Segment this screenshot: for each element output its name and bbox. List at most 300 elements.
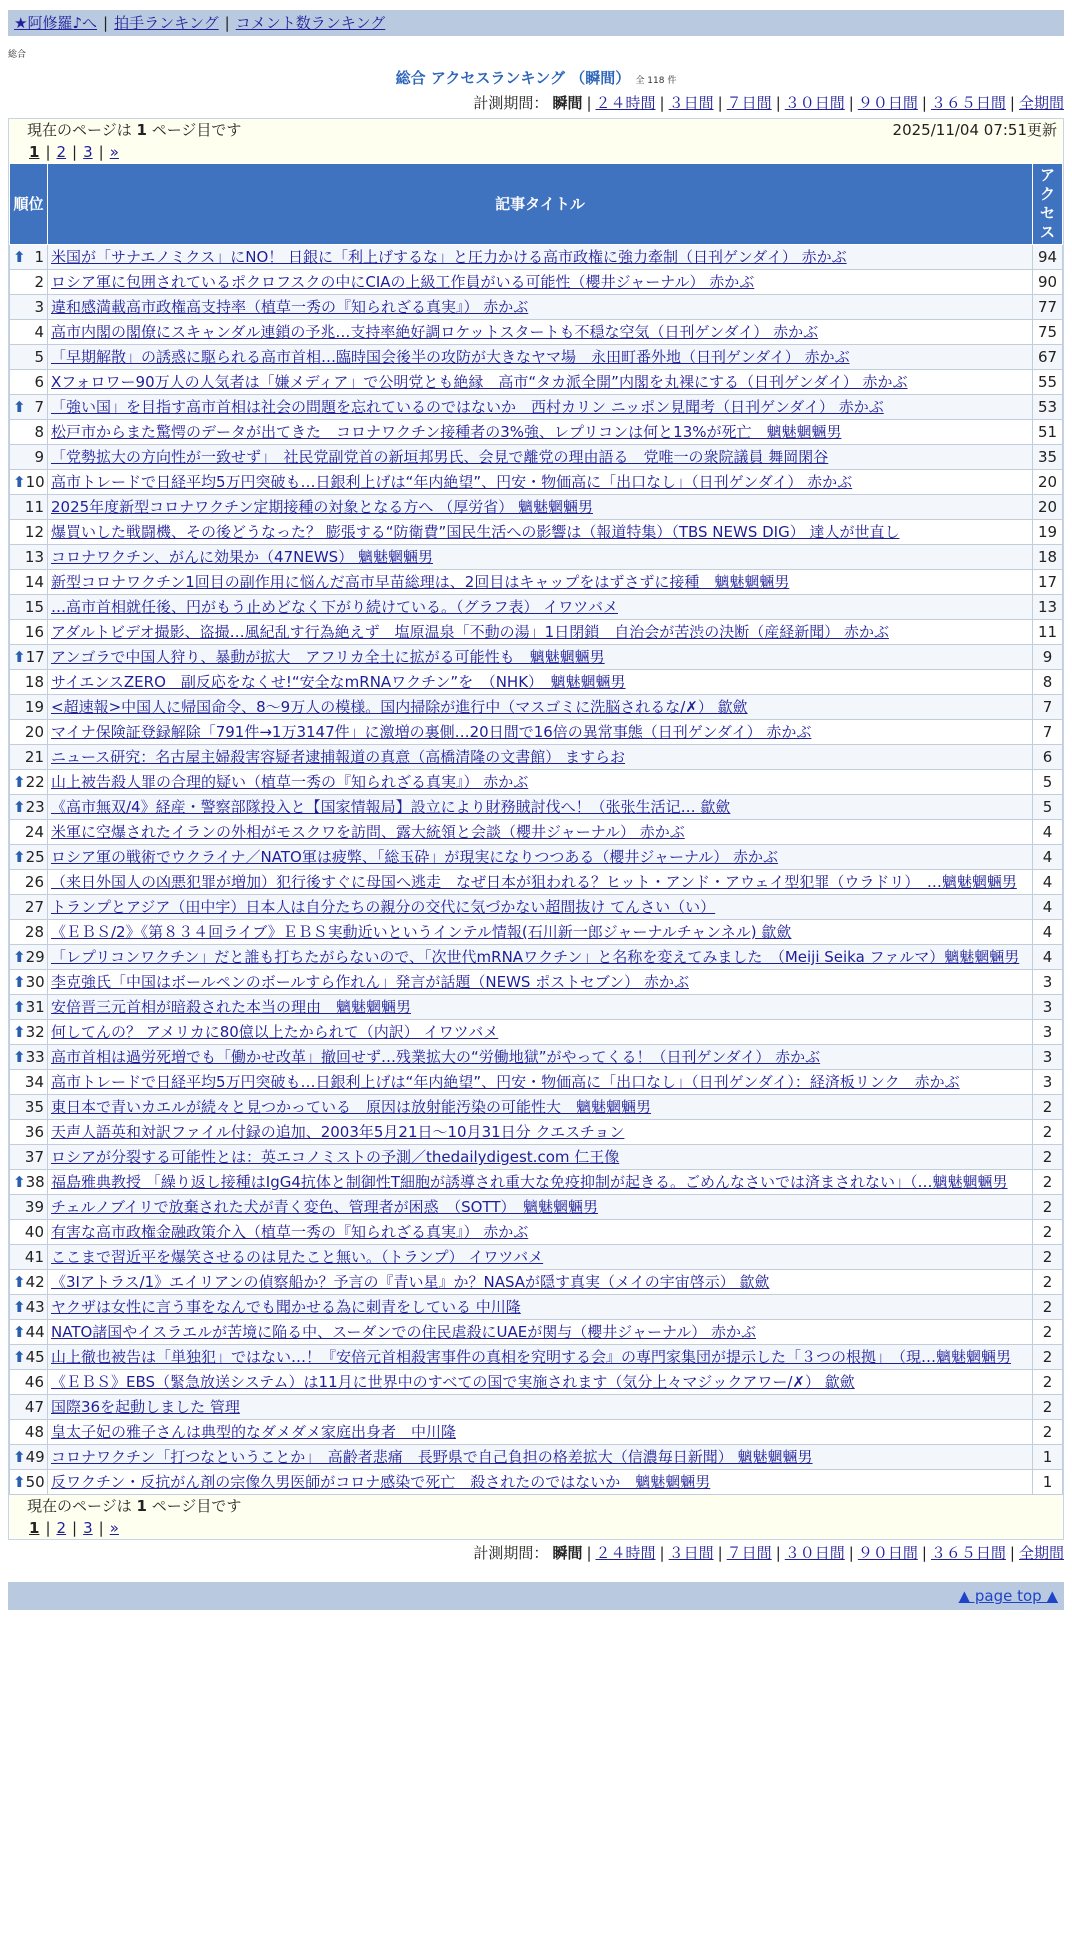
pager-page-link[interactable]: 2 [56,1519,67,1537]
article-title-link[interactable]: 高市トレードで日経平均5万円突破も…日銀利上げは“年内絶望”、円安・物価高に「出口なし」（日刊ゲンダイ）：経済板リンク 赤かぶ [51,1073,960,1091]
article-title-link[interactable]: 米軍に空爆されたイランの外相がモスクワを訪問、露大統領と会談（櫻井ジャーナル） 赤かぶ [51,823,685,841]
access-count: 2 [1033,1395,1063,1420]
article-title-link[interactable]: アンゴラで中国人狩り、暴動が拡大 アフリカ全土に拡がる可能性も 魑魅魍魎男 [51,648,605,666]
nav-separator: | [224,14,230,32]
period-selector-top [8,92,1064,114]
title-cell [48,345,1033,370]
access-count: 2 [1033,1370,1063,1395]
period-separator: | [1009,1544,1015,1562]
period-separator: | [775,94,781,112]
title-cell [48,1345,1033,1370]
article-title-link[interactable]: 国際36を起動しました 管理 [51,1398,240,1416]
table-header-row [10,164,1063,245]
pager-next-link[interactable]: » [109,1519,119,1537]
access-count: 4 [1033,945,1063,970]
info-row [9,119,1063,141]
access-count: 17 [1033,570,1063,595]
access-count: 11 [1033,620,1063,645]
rank-cell [10,345,48,370]
table-row [10,745,1063,770]
rank-cell [10,395,48,420]
title-cell [48,920,1033,945]
current-page-info-bottom: 現在のページは 1 ページ目です [27,1497,242,1515]
article-title-link[interactable]: 天声人語英和対訳ファイル付録の追加、2003年5月21日～10月31日分 クエスチョン [51,1123,625,1141]
article-title-link[interactable]: 「早期解散」の誘惑に駆られる高市首相…臨時国会後半の攻防が大きなヤマ場 永田町番外地（日刊ゲンダイ） 赤かぶ [51,348,850,366]
article-title-link[interactable]: ニュース研究：名古屋主婦殺害容疑者逮捕報道の真意（高橋清隆の文書館） ますらお [51,748,626,766]
rank-cell [10,370,48,395]
article-title-link[interactable]: ヤクザは女性に言う事をなんでも聞かせる為に刺青をしている 中川隆 [51,1298,521,1316]
article-title-link[interactable]: チェルノブイリで放棄された犬が青く変色、管理者が困惑 （SOTT） 魑魅魍魎男 [51,1198,598,1216]
access-count: 77 [1033,295,1063,320]
period-label: 計測期間： [473,1544,549,1562]
rank-cell [10,770,48,795]
table-row [10,1045,1063,1070]
rank-number: 11 [24,498,44,516]
up-arrow-icon: ⬆ [13,773,26,791]
table-row [10,1445,1063,1470]
rank-cell [10,1470,48,1495]
rank-number: 5 [34,348,44,366]
rank-cell [10,745,48,770]
rank-number: 41 [24,1248,44,1266]
table-row [10,1270,1063,1295]
period-separator: | [1009,94,1015,112]
article-title-link[interactable]: 《高市無双/4》経産・警察部隊投入と【国家情報局】設立により財務賊討伐へ！（张张生活记… 歙歛 [51,798,731,816]
access-count: 6 [1033,745,1063,770]
rank-number: 7 [34,398,44,416]
rank-cell [10,820,48,845]
article-title-link[interactable]: 高市首相は過労死増でも「働かせ改革」撤回せず…残業拡大の“労働地獄”がやってくる！（日刊ゲンダイ） 赤かぶ [51,1048,821,1066]
table-row [10,670,1063,695]
rank-cell [10,1095,48,1120]
access-count: 90 [1033,270,1063,295]
rank-cell [10,695,48,720]
ranking-table-body [10,245,1063,1495]
access-count: 4 [1033,845,1063,870]
title-cell [48,1070,1033,1095]
period-separator: | [586,1544,592,1562]
pager-page-link[interactable]: 3 [83,143,93,161]
rank-cell [10,570,48,595]
article-title-link[interactable]: ここまで習近平を爆笑させるのは見たこと無い。（トランプ） イワツバメ [51,1248,544,1266]
rank-number: 50 [25,1473,45,1491]
rank-cell [10,445,48,470]
title-cell [48,1120,1033,1145]
access-count: 19 [1033,520,1063,545]
period-link[interactable]: ７日間 [726,94,772,112]
rank-cell [10,645,48,670]
article-title-link[interactable]: 高市内閣の閣僚にスキャンダル連鎖の予兆…支持率絶好調ロケットスタートも不穏な空気（日刊ゲンダイ） 赤かぶ [51,323,819,341]
rank-cell [10,595,48,620]
title-cell [48,695,1033,720]
table-row [10,1370,1063,1395]
rank-number: 1 [34,248,44,266]
table-row [10,795,1063,820]
article-title-link[interactable]: 李克強氏「中国はボールペンのボールすら作れん」発言が話題（NEWS ポストセブン） 赤かぶ [51,973,689,991]
title-cell [48,1295,1033,1320]
period-separator: | [586,94,592,112]
up-arrow-icon: ⬆ [13,1023,26,1041]
info-row-bottom [9,1495,1063,1517]
title-cell [48,395,1033,420]
table-row [10,545,1063,570]
title-cell [48,645,1033,670]
article-title-link[interactable]: 松戸市からまた驚愕のデータが出てきた コロナワクチン接種者の3%強、レプリコンは何と13%が死亡 魑魅魍魎男 [51,423,842,441]
article-title-link[interactable]: 米国が「サナエノミクス」にNO！ 日銀に「利上げするな」と圧力かける高市政権に強力牽制（日刊ゲンダイ） 赤かぶ [51,248,847,266]
title-cell [48,270,1033,295]
rank-number: 18 [24,673,44,691]
pager-separator: | [72,143,78,161]
ranking-panel [8,118,1064,1540]
article-title-link[interactable]: 爆買いした戦闘機、その後どうなった？ 膨張する“防衛費”国民生活への影響は（報道特集）（TBS NEWS DIG） 達人が世直し [51,523,900,541]
table-row [10,645,1063,670]
rank-number: 12 [24,523,44,541]
title-cell [48,1220,1033,1245]
article-title-link[interactable]: 反ワクチン・反抗がん剤の宗像久男医師がコロナ感染で死亡 殺されたのではないか 魑魅魍魎男 [51,1473,711,1491]
access-count: 8 [1033,670,1063,695]
table-row [10,1245,1063,1270]
title-cell [48,970,1033,995]
rank-number: 22 [25,773,45,791]
title-cell [48,470,1033,495]
rank-number: 13 [24,548,44,566]
title-cell [48,295,1033,320]
access-count: 4 [1033,920,1063,945]
article-title-link[interactable]: 新型コロナワクチン1回目の副作用に悩んだ高市早苗総理は、2回目はキャップをはずさずに接種 魑魅魍魎男 [51,573,790,591]
article-title-link[interactable]: 「党勢拡大の方向性が一致せず」 社民党副党首の新垣邦男氏、会見で離党の理由語る 党唯一の衆院議員 舞岡閑谷 [51,448,829,466]
access-count: 3 [1033,970,1063,995]
access-count: 67 [1033,345,1063,370]
page-top-link[interactable]: ▲ page top ▲ [958,1587,1058,1605]
period-link[interactable]: ３日間 [668,1544,714,1562]
access-count: 7 [1033,695,1063,720]
rank-number: 16 [24,623,44,641]
article-title-link[interactable]: 《ＥＢＳ》EBS（緊急放送システム）は11月に世界中のすべての国で実施されます（気分上々マジックアワー/✗） 歙歛 [51,1373,855,1391]
rank-number: 39 [24,1198,44,1216]
table-row [10,845,1063,870]
article-title-link[interactable]: 2025年度新型コロナワクチン定期接種の対象となる方へ （厚労省） 魑魅魍魎男 [51,498,593,516]
up-arrow-icon: ⬆ [13,948,26,966]
table-row [10,1295,1063,1320]
title-cell [48,420,1033,445]
rank-number: 48 [24,1423,44,1441]
table-row [10,1095,1063,1120]
period-link[interactable]: ３日間 [668,94,714,112]
rank-cell [10,1245,48,1270]
access-count: 2 [1033,1095,1063,1120]
article-title-link[interactable]: 福島雅典教授 「繰り返し接種はIgG4抗体と制御性T細胞が誘導され重大な免疫抑制が起きる。ごめんなさいでは済まされない」（…魑魅魍魎男 [51,1173,1008,1191]
table-row [10,1320,1063,1345]
table-row [10,420,1063,445]
table-row [10,895,1063,920]
rank-number: 10 [25,473,45,491]
period-links [582,1544,1064,1562]
article-title-link[interactable]: 有害な高市政権金融政策介入（植草一秀の『知られざる真実』） 赤かぶ [51,1223,529,1241]
access-count: 1 [1033,1445,1063,1470]
rank-number: 21 [24,748,44,766]
rank-number: 27 [24,898,44,916]
pager-page-link[interactable]: 2 [56,143,67,161]
access-count: 35 [1033,445,1063,470]
article-title-link[interactable]: 「レプリコンワクチン」だと誰も打ちたがらないので、「次世代mRNAワクチン」と名称を変えてみました （Meiji Seika ファルマ）魑魅魍魎男 [51,948,1020,966]
access-count: 9 [1033,645,1063,670]
rank-number: 26 [24,873,44,891]
access-count: 5 [1033,795,1063,820]
access-count: 5 [1033,770,1063,795]
period-link[interactable]: 全期間 [1018,1544,1064,1562]
access-count: 20 [1033,470,1063,495]
rank-number: 35 [24,1098,44,1116]
article-title-link[interactable]: （来日外国人の凶悪犯罪が増加）犯行後すぐに母国へ逃走 なぜ日本が狙われる？ヒット・アンド・アウェイ型犯罪（ウラドリ） …魑魅魍魎男 [51,873,1017,891]
access-count: 4 [1033,870,1063,895]
title-cell [48,820,1033,845]
access-count: 2 [1033,1295,1063,1320]
rank-number: 42 [25,1273,45,1291]
rank-number: 8 [34,423,44,441]
rank-number: 19 [24,698,44,716]
up-arrow-icon: ⬆ [13,1323,26,1341]
table-row [10,1345,1063,1370]
period-link[interactable]: ３６５日間 [930,1544,1006,1562]
ranking-title: 総合 アクセスランキング （瞬間） [395,69,631,87]
access-count: 4 [1033,895,1063,920]
table-row [10,495,1063,520]
rank-cell [10,795,48,820]
table-row [10,570,1063,595]
title-cell [48,445,1033,470]
pager-separator: | [45,1519,51,1537]
rank-number: 24 [24,823,44,841]
rank-cell [10,320,48,345]
comment-ranking-link[interactable]: コメント数ランキング [235,14,386,32]
title-cell [48,845,1033,870]
rank-number: 43 [25,1298,45,1316]
title-cell [48,545,1033,570]
rank-cell [10,245,48,270]
rank-cell [10,1445,48,1470]
rank-cell [10,1170,48,1195]
table-row [10,1195,1063,1220]
rank-cell [10,1295,48,1320]
up-arrow-icon: ⬆ [13,248,26,266]
top-nav-bar [8,10,1064,36]
article-title-link[interactable]: ロシアが分裂する可能性とは：英エコノミストの予測／thedailydigest.com 仁王像 [51,1148,620,1166]
up-arrow-icon: ⬆ [13,1173,26,1191]
rank-cell [10,520,48,545]
rank-cell [10,1320,48,1345]
period-links [582,94,1064,112]
title-cell [48,1045,1033,1070]
table-row [10,695,1063,720]
article-title-link[interactable]: 《3Iアトラス/1》エイリアンの偵察船か？予言の『青い星』か？NASAが隠す真実（メイの宇宙啓示） 歙歛 [51,1273,770,1291]
article-title-link[interactable]: 東日本で青いカエルが続々と見つかっている 原因は放射能汚染の可能性大 魑魅魍魎男 [51,1098,652,1116]
pager-current-page: 1 [29,143,40,161]
table-row [10,245,1063,270]
rank-cell [10,295,48,320]
article-title-link[interactable]: 《ＥＢＳ/2》《第８３４回ライブ》ＥＢＳ実動近いというインテル情報(石川新一郎ジャーナルチャンネル) 歙歛 [51,923,792,941]
period-link[interactable]: ２４時間 [595,94,656,112]
rank-cell [10,1345,48,1370]
access-count: 13 [1033,595,1063,620]
pager-bottom [9,1517,1063,1539]
rank-number: 38 [25,1173,45,1191]
article-title-link[interactable]: <超速報>中国人に帰国命令、8～9万人の模様。国内掃除が進行中（マスゴミに洗脳されるな/✗） 歙歛 [51,698,748,716]
home-link[interactable]: ★阿修羅♪へ [14,14,98,32]
period-link[interactable]: ９０日間 [857,1544,918,1562]
article-title-link[interactable]: コロナワクチン「打つなということか」 高齢者悲痛 長野県で自己負担の格差拡大（信濃毎日新聞） 魑魅魍魎男 [51,1448,813,1466]
access-count: 3 [1033,1045,1063,1070]
table-row [10,1145,1063,1170]
period-link[interactable]: ９０日間 [857,94,918,112]
period-separator: | [848,94,854,112]
applause-ranking-link[interactable]: 拍手ランキング [114,14,219,32]
table-row [10,945,1063,970]
access-count: 20 [1033,495,1063,520]
rank-cell [10,1020,48,1045]
pager-separator: | [98,1519,104,1537]
article-title-link[interactable]: Xフォロワー90万人の人気者は「嫌メディア」で公明党とも絶縁 高市“タカ派全開”内閣を丸裸にする（日刊ゲンダイ） 赤かぶ [51,373,908,391]
rank-number: 47 [24,1398,44,1416]
table-row [10,920,1063,945]
title-cell [48,1470,1033,1495]
up-arrow-icon: ⬆ [13,798,26,816]
rank-cell [10,1045,48,1070]
access-count: 2 [1033,1245,1063,1270]
table-row [10,270,1063,295]
title-cell [48,945,1033,970]
rank-number: 6 [34,373,44,391]
title-cell [48,770,1033,795]
rank-number: 4 [34,323,44,341]
pager-separator: | [98,143,104,161]
rank-number: 44 [25,1323,45,1341]
up-arrow-icon: ⬆ [13,998,26,1016]
period-separator: | [775,1544,781,1562]
title-cell [48,570,1033,595]
table-row [10,720,1063,745]
rank-number: 30 [25,973,45,991]
article-title-link[interactable]: ロシア軍の戦術でウクライナ／NATO軍は疲弊、「総玉砕」が現実になりつつある（櫻井ジャーナル） 赤かぶ [51,848,779,866]
period-link[interactable]: ３６５日間 [930,94,1006,112]
up-arrow-icon: ⬆ [13,848,26,866]
rank-number: 32 [25,1023,45,1041]
access-count: 4 [1033,820,1063,845]
pager-top [9,141,1063,163]
title-cell [48,795,1033,820]
title-cell [48,1395,1033,1420]
rank-cell [10,495,48,520]
rank-number: 36 [24,1123,44,1141]
title-cell [48,1370,1033,1395]
title-cell [48,1320,1033,1345]
article-title-link[interactable]: 安倍晋三元首相が暗殺された本当の理由 魑魅魍魎男 [51,998,412,1016]
article-title-link[interactable]: トランプとアジア（田中宇）日本人は自分たちの親分の交代に気づかない超間抜け てんさい（い） [51,898,716,916]
up-arrow-icon: ⬆ [13,1048,26,1066]
title-cell [48,870,1033,895]
title-cell [48,370,1033,395]
current-page-info: 現在のページは 1 ページ目です [27,121,242,139]
rank-cell [10,1195,48,1220]
period-link[interactable]: 全期間 [1018,94,1064,112]
article-title-link[interactable]: NATO諸国やイスラエルが苦境に陥る中、スーダンでの住民虐殺にUAEが関与（櫻井ジャーナル） 赤かぶ [51,1323,756,1341]
period-link[interactable]: ３０日間 [784,94,845,112]
access-count: 7 [1033,720,1063,745]
article-title-link[interactable]: 違和感満載高市政権高支持率（植草一秀の『知られざる真実』） 赤かぶ [51,298,529,316]
access-count: 3 [1033,995,1063,1020]
pager-current-page: 1 [29,1519,40,1537]
article-title-link[interactable]: コロナワクチン、がんに効果か（47NEWS） 魑魅魍魎男 [51,548,433,566]
table-row [10,970,1063,995]
period-link[interactable]: ２４時間 [595,1544,656,1562]
title-cell [48,1095,1033,1120]
period-selector-bottom [8,1542,1064,1564]
period-separator: | [848,1544,854,1562]
pager-page-link[interactable]: 3 [83,1519,93,1537]
period-separator: | [921,94,927,112]
rank-cell [10,895,48,920]
up-arrow-icon: ⬆ [13,1473,26,1491]
article-title-link[interactable]: 何してんの？ アメリカに80億以上たかられて（内訳） イワツバメ [51,1023,499,1041]
article-title-link[interactable]: マイナ保険証登録解除「791件→1万3147件」に激増の裏側…20日間で16倍の異常事態（日刊ゲンダイ） 赤かぶ [51,723,812,741]
table-row [10,445,1063,470]
table-row [10,470,1063,495]
access-count: 2 [1033,1220,1063,1245]
title-cell [48,1020,1033,1045]
table-row [10,345,1063,370]
article-title-link[interactable]: …高市首相就任後、円がもう止めどなく下がり続けている。（グラフ表） イワツバメ [51,598,618,616]
article-title-link[interactable]: 皇太子妃の雅子さんは典型的なダメダメ家庭出身者 中川隆 [51,1423,457,1441]
col-access-header: アクセス [1033,164,1063,245]
access-count: 2 [1033,1120,1063,1145]
article-title-link[interactable]: ロシア軍に包囲されているポクロフスクの中にCIAの上級工作員がいる可能性（櫻井ジャーナル） 赤かぶ [51,273,755,291]
article-title-link[interactable]: 山上被告殺人罪の合理的疑い（植草一秀の『知られざる真実』） 赤かぶ [51,773,529,791]
article-title-link[interactable]: 山上徹也被告は「単独犯」ではない…！『安倍元首相殺害事件の真相を究明する会』の専門家集団が提示した「３つの根拠」 （現…魑魅魍魎男 [51,1348,1012,1366]
article-title-link[interactable]: アダルトビデオ撮影、盗撮…風紀乱す行為絶えず 塩原温泉「不動の湯」1日閉鎖 自治会が苦渋の決断（産経新聞） 赤かぶ [51,623,889,641]
pager-next-link[interactable]: » [109,143,119,161]
title-cell [48,1270,1033,1295]
title-cell [48,1195,1033,1220]
table-row [10,820,1063,845]
rank-number: 23 [25,798,45,816]
table-row [10,595,1063,620]
period-link[interactable]: ３０日間 [784,1544,845,1562]
rank-cell [10,620,48,645]
table-row [10,1070,1063,1095]
rank-cell [10,870,48,895]
period-link[interactable]: ７日間 [726,1544,772,1562]
rank-number: 31 [25,998,45,1016]
title-cell [48,895,1033,920]
page-title [0,68,1072,88]
period-separator: | [921,1544,927,1562]
access-count: 2 [1033,1170,1063,1195]
up-arrow-icon: ⬆ [13,473,26,491]
up-arrow-icon: ⬆ [13,1298,26,1316]
access-count: 94 [1033,245,1063,270]
access-count: 2 [1033,1320,1063,1345]
article-title-link[interactable]: 「強い国」を目指す高市首相は社会の問題を忘れているのではないか 西村カリン ニッポン見聞考（日刊ゲンダイ） 赤かぶ [51,398,884,416]
up-arrow-icon: ⬆ [13,648,26,666]
article-title-link[interactable]: 高市トレードで日経平均5万円突破も…日銀利上げは“年内絶望”、円安・物価高に「出口なし」（日刊ゲンダイ） 赤かぶ [51,473,853,491]
table-row [10,1120,1063,1145]
table-row [10,370,1063,395]
access-count: 3 [1033,1020,1063,1045]
rank-cell [10,720,48,745]
rank-number: 20 [24,723,44,741]
page-top-bar [8,1582,1064,1610]
article-title-link[interactable]: サイエンスZERO 副反応をなくせ!“安全なmRNAワクチン”を （NHK） 魑魅魍魎男 [51,673,626,691]
rank-cell [10,545,48,570]
